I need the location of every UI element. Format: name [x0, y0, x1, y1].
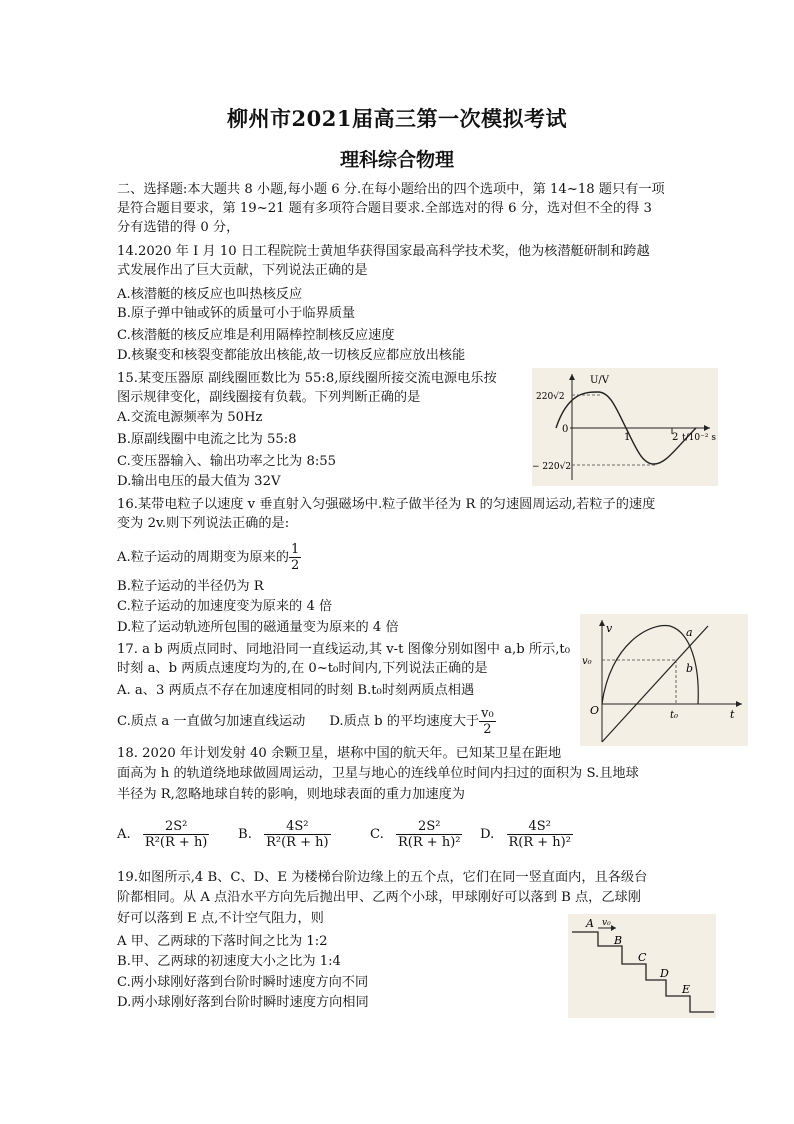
- q15-option-d: D.输出电压的最大值为 32V: [117, 474, 281, 489]
- q17-fraction-num: v₀: [481, 706, 494, 721]
- q19-fig-v0: v₀: [602, 918, 611, 928]
- q19-fig-a: A: [586, 917, 594, 930]
- q18-option-a-den: R²(R + h): [144, 835, 208, 850]
- q18-stem: 面高为 h 的轨道绕地球做圆周运动，卫星与地心的连线单位时间内扫过的面积为 S.且地球: [117, 766, 639, 781]
- q18-option-b-num: 4S²: [264, 819, 330, 835]
- q17-fig-origin: O: [590, 704, 600, 717]
- q18-option-d-den: R(R + h)²: [508, 835, 571, 850]
- q15-voltage-graph: [532, 368, 718, 486]
- q19-option-b: B.甲、乙两球的初速度大小之比为 1:4: [117, 954, 341, 969]
- q19-option-a: A 甲、乙两球的下落时间之比为 1:2: [117, 934, 328, 949]
- q17-option-cd: [117, 705, 496, 739]
- q15-fig-origin: 0: [562, 424, 569, 435]
- q19-fig-c: C: [638, 951, 647, 964]
- q19-stem: 阶都相同。从 A 点沿水平方向先后抛出甲、乙两个小球，甲球刚好可以落到 B 点，乙球刚: [117, 890, 641, 905]
- q18-option-a-label: A.: [117, 827, 131, 842]
- q17-vt-graph: [580, 614, 748, 746]
- q18-option-b-den: R²(R + h): [266, 835, 329, 850]
- q16-option-a: [117, 539, 301, 577]
- q15-fig-ymax: 220√2: [536, 392, 565, 402]
- q17-stem: 17. a b 两质点同时、同地沿同一直线运动,其 v-t 图像分别如图中 a,b 所示,t₀: [117, 642, 570, 657]
- q17-fig-a: a: [686, 626, 693, 639]
- q18-option-c-label: C.: [370, 827, 384, 842]
- q18-option-d-fraction: [507, 819, 573, 850]
- q15-stem: 图示规律变化，副线圈接有负载。下列判断正确的是: [117, 390, 421, 405]
- q15-option-a: A.交流电源频率为 50Hz: [117, 410, 263, 425]
- q19-stem: 好可以落到 E 点,不计空气阻力，则: [117, 911, 324, 926]
- q16-option-c: C.粒子运动的加速度变为原来的 4 倍: [117, 599, 333, 614]
- q14-option-a: A.核潜艇的核反应也叫热核反应: [117, 287, 303, 302]
- q15-stem: 15.某变压器原 副线圈匝数比为 55:8,原线圈所接交流电源电乐按: [117, 371, 497, 386]
- q16-option-a-text: A.粒子运动的周期变为原来的: [117, 550, 289, 565]
- q16-fraction-num: 1: [290, 542, 300, 557]
- q17-option-ab: A. a、3 两质点不存在加速度相同的时刻 B.t₀时刻两质点相遇: [117, 683, 475, 698]
- q14-option-c: C.核潜艇的核反应堆是利用隔棒控制核反应速度: [117, 328, 395, 343]
- page-subtitle: 理科综合物理: [339, 149, 454, 171]
- q15-option-c: C.变压器输入、输出功率之比为 8:55: [117, 454, 337, 469]
- q19-stairs-figure: [568, 914, 716, 1018]
- q19-fig-d: D: [660, 967, 669, 980]
- q16-stem: 变为 2v.则下列说法正确的是:: [117, 516, 290, 531]
- q17-fraction: [479, 706, 496, 737]
- q18-option-d-label: D.: [480, 827, 495, 842]
- q14-stem: 14.2020 年 I 月 10 日工程院院士黄旭华获得国家最高科学技术奖，他为核潜艇研制和跨越: [117, 244, 650, 259]
- q18-option-d-num: 4S²: [507, 819, 573, 835]
- intro-line: 分有选错的得 0 分，: [117, 220, 240, 235]
- q18-option-c-fraction: [396, 819, 462, 850]
- q18-option-b: [238, 816, 331, 854]
- q18-stem: 半径为 R,忽略地球自转的影响，则地球表面的重力加速度为: [117, 787, 465, 802]
- intro-line: 是符合题目要求，第 19~21 题有多项符合题目要求.全部选对的得 6 分，选对但不全的得 3: [117, 201, 652, 216]
- q19-option-d: D.两小球刚好落到台阶时瞬时速度方向相同: [117, 995, 369, 1010]
- q17-option-d: D.质点 b 的平均速度大于: [329, 714, 480, 729]
- q15-fig-ymin: − 220√2: [532, 462, 572, 472]
- q18-option-b-label: B.: [238, 827, 252, 842]
- q15-fig-t2: 2: [672, 432, 679, 443]
- q17-fig-b: b: [686, 662, 694, 675]
- q18-option-c: [370, 816, 462, 854]
- q18-stem: 18. 2020 年计划发射 40 余颗卫星，堪称中国的航天年。已知某卫星在距地: [117, 746, 562, 761]
- page-title: 柳州市2021届高三第一次模拟考试: [227, 106, 567, 131]
- q17-fig-t: t: [730, 708, 735, 721]
- q15-fig-ylabel: U/V: [590, 375, 610, 386]
- q19-fig-e: E: [682, 983, 691, 996]
- q17-stem: 时刻 a、b 两质点速度均为的,在 0~t₀时间内,下列说法正确的是: [117, 661, 488, 676]
- q19-fig-b: B: [614, 934, 623, 947]
- q14-option-d: D.核聚变和核裂变都能放出核能,故一切核反应都应放出核能: [117, 348, 466, 363]
- q15-option-b: B.原副线圈中电流之比为 55:8: [117, 432, 297, 447]
- q16-fraction: [289, 542, 301, 573]
- q17-fig-v0: v₀: [582, 656, 592, 667]
- q18-option-b-fraction: [264, 819, 330, 850]
- q17-fraction-den: 2: [483, 722, 492, 737]
- q18-option-a-fraction: [143, 819, 209, 850]
- q15-fig-t1: 1: [624, 432, 631, 443]
- q14-option-b: B.原子弹中铀或钚的质量可小于临界质量: [117, 306, 356, 321]
- q16-fraction-den: 2: [290, 558, 300, 573]
- q18-option-a: [117, 816, 209, 854]
- q18-option-c-den: R(R + h)²: [398, 835, 461, 850]
- q16-option-d: D.粒了运动轨迹所包围的磁通量变为原来的 4 倍: [117, 620, 399, 635]
- q19-option-c: C.两小球刚好落到台阶时瞬时速度方向不同: [117, 975, 369, 990]
- q15-fig-xlabel: t/10⁻² s: [682, 433, 716, 443]
- q17-fig-v: v: [606, 622, 613, 635]
- q18-option-c-num: 2S²: [396, 819, 462, 835]
- q14-stem: 式发展作出了巨大贡献，下列说法正确的是: [117, 263, 368, 278]
- q16-stem: 16.某带电粒子以速度 v 垂直射入匀强磁场中.粒子做半径为 R 的匀速圆周运动,若粒子的速度: [117, 497, 656, 512]
- q16-option-b: B.粒子运动的半径仍为 R: [117, 579, 264, 594]
- intro-line: 二、选择题:本大题共 8 小题,每小题 6 分.在每小题给出的四个选项中，第 14~18 题只有一项: [117, 182, 665, 197]
- q17-option-c: C.质点 a 一直做匀加速直线运动: [117, 714, 306, 729]
- q18-option-a-num: 2S²: [143, 819, 209, 835]
- q18-option-d: [480, 816, 573, 854]
- q17-fig-t0: t₀: [670, 710, 679, 721]
- q19-stem: 19.如图所示,4 B、C、D、E 为楼梯台阶边缘上的五个点，它们在同一竖直面内，且各级台: [117, 870, 648, 885]
